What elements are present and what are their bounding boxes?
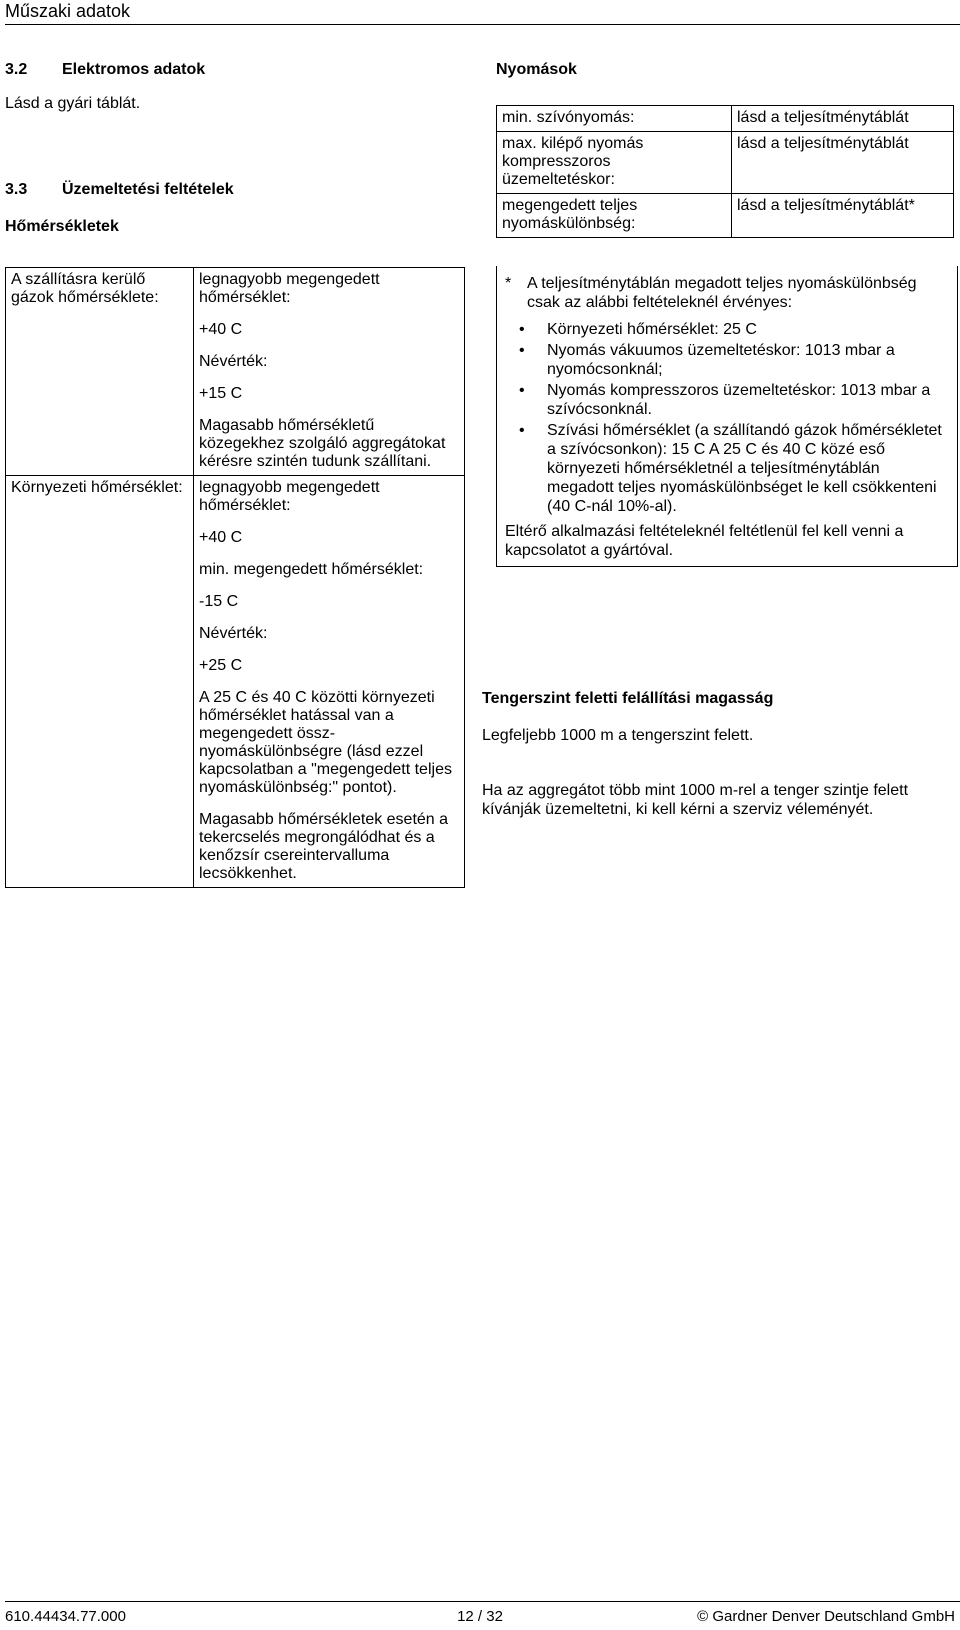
pressure-notes-box <box>496 266 958 567</box>
paragraph: +15 C <box>199 385 243 402</box>
list-item <box>505 421 949 516</box>
section-3-2-number: 3.2 <box>5 61 28 78</box>
pressure-value: lásd a teljesítménytáblát* <box>732 194 954 238</box>
paragraph: +40 C <box>199 529 243 546</box>
bullet-icon: • <box>519 342 525 359</box>
temperatures-heading: Hőmérsékletek <box>5 218 119 235</box>
asterisk-marker: * <box>505 275 512 292</box>
table-row <box>497 194 954 238</box>
bullet-icon: • <box>519 422 525 439</box>
list-item-text: Nyomás kompresszoros üzemeltetéskor: 1013 mbar a szívócsonknál. <box>547 382 931 418</box>
altitude-heading: Tengerszint feletti felállítási magasság <box>482 690 774 707</box>
paragraph: Névérték: <box>199 353 268 370</box>
note-outro: Eltérő alkalmazási feltételeknél feltétlenül fel kell venni a kapcsolatot a gyártóval. <box>505 523 904 559</box>
paragraph: Magasabb hőmérsékletű közegekhez szolgáló aggregátokat kérésre szintén tudunk szállítani. <box>199 417 446 470</box>
table-row <box>497 106 954 132</box>
list-item-text: Nyomás vákuumos üzemeltetéskor: 1013 mbar a nyomócsonknál; <box>547 342 895 378</box>
paragraph: -15 C <box>199 593 239 610</box>
footer-copyright: © Gardner Denver Deutschland GmbH <box>697 1608 955 1625</box>
paragraph: legnagyobb megengedett hőmérséklet: <box>199 271 380 306</box>
pressures-table <box>496 105 954 238</box>
header-divider <box>5 24 960 25</box>
footer-divider <box>5 1601 960 1602</box>
table-row <box>6 268 465 476</box>
altitude-text-2: Ha az aggregátot több mint 1000 m-rel a tenger szintje felett kívánják üzemeltetni, ki kell kérni a szerviz véleményét. <box>482 782 909 818</box>
pressure-label: min. szívónyomás: <box>497 106 732 132</box>
list-item-text: Szívási hőmérséklet (a szállítandó gázok hőmérsékletet a szívócsonkon): 15 C A 25 C és 40 C közé eső környezeti hőmérsékletnél a teljesítménytáblán megadott teljes nyomáskülönbséget le kell csökkenteni (40 C-nál 10%-al). <box>547 422 942 515</box>
paragraph: Névérték: <box>199 625 268 642</box>
note-intro <box>505 274 949 312</box>
list-item <box>505 341 949 379</box>
paragraph: Magasabb hőmérsékletek esetén a tekercselés megrongálódhat és a kenőzsír csereintervalluma lecsökkenhet. <box>199 811 449 882</box>
table-row <box>6 476 465 888</box>
list-item <box>505 320 949 339</box>
section-3-2-title: Elektromos adatok <box>62 61 206 78</box>
pressure-label: max. kilépő nyomás kompresszoros üzemeltetéskor: <box>497 132 732 194</box>
conditions-list <box>505 320 949 516</box>
footer-doc-number: 610.44434.77.000 <box>5 1608 126 1625</box>
list-item-text: Környezeti hőmérséklet: 25 C <box>547 321 757 338</box>
list-item <box>505 381 949 419</box>
note-intro-text: A teljesítménytáblán megadott teljes nyomáskülönbség csak az alábbi feltételeknél érvényes: <box>527 275 917 311</box>
pressure-label: megengedett teljes nyomáskülönbség: <box>497 194 732 238</box>
paragraph: legnagyobb megengedett hőmérséklet: <box>199 479 380 514</box>
row-label: A szállításra kerülő gázok hőmérséklete: <box>6 268 194 476</box>
paragraph: +40 C <box>199 321 243 338</box>
row-content <box>194 268 465 476</box>
bullet-icon: • <box>519 382 525 399</box>
section-3-2-text: Lásd a gyári táblát. <box>5 95 141 112</box>
paragraph: min. megengedett hőmérséklet: <box>199 561 424 578</box>
temperatures-table <box>5 267 465 888</box>
row-label: Környezeti hőmérséklet: <box>6 476 194 888</box>
pressures-heading: Nyomások <box>496 61 577 78</box>
altitude-text-1: Legfeljebb 1000 m a tengerszint felett. <box>482 727 754 744</box>
paragraph: A 25 C és 40 C közötti környezeti hőmérséklet hatással van a megengedett össz-nyomáskülönbségre (lásd ezzel kapcsolatban a "megengedett teljes nyomáskülönbség:" pontot). <box>199 689 452 796</box>
pressure-value: lásd a teljesítménytáblát <box>732 132 954 194</box>
footer-page-number: 12 / 32 <box>457 1608 503 1625</box>
section-3-3-title: Üzemeltetési feltételek <box>62 181 234 198</box>
paragraph: +25 C <box>199 657 243 674</box>
section-3-3-number: 3.3 <box>5 181 28 198</box>
row-content <box>194 476 465 888</box>
bullet-icon: • <box>519 321 525 338</box>
table-row <box>497 132 954 194</box>
pressure-value: lásd a teljesítménytáblát <box>732 106 954 132</box>
page-header-title: Műszaki adatok <box>5 1 131 21</box>
